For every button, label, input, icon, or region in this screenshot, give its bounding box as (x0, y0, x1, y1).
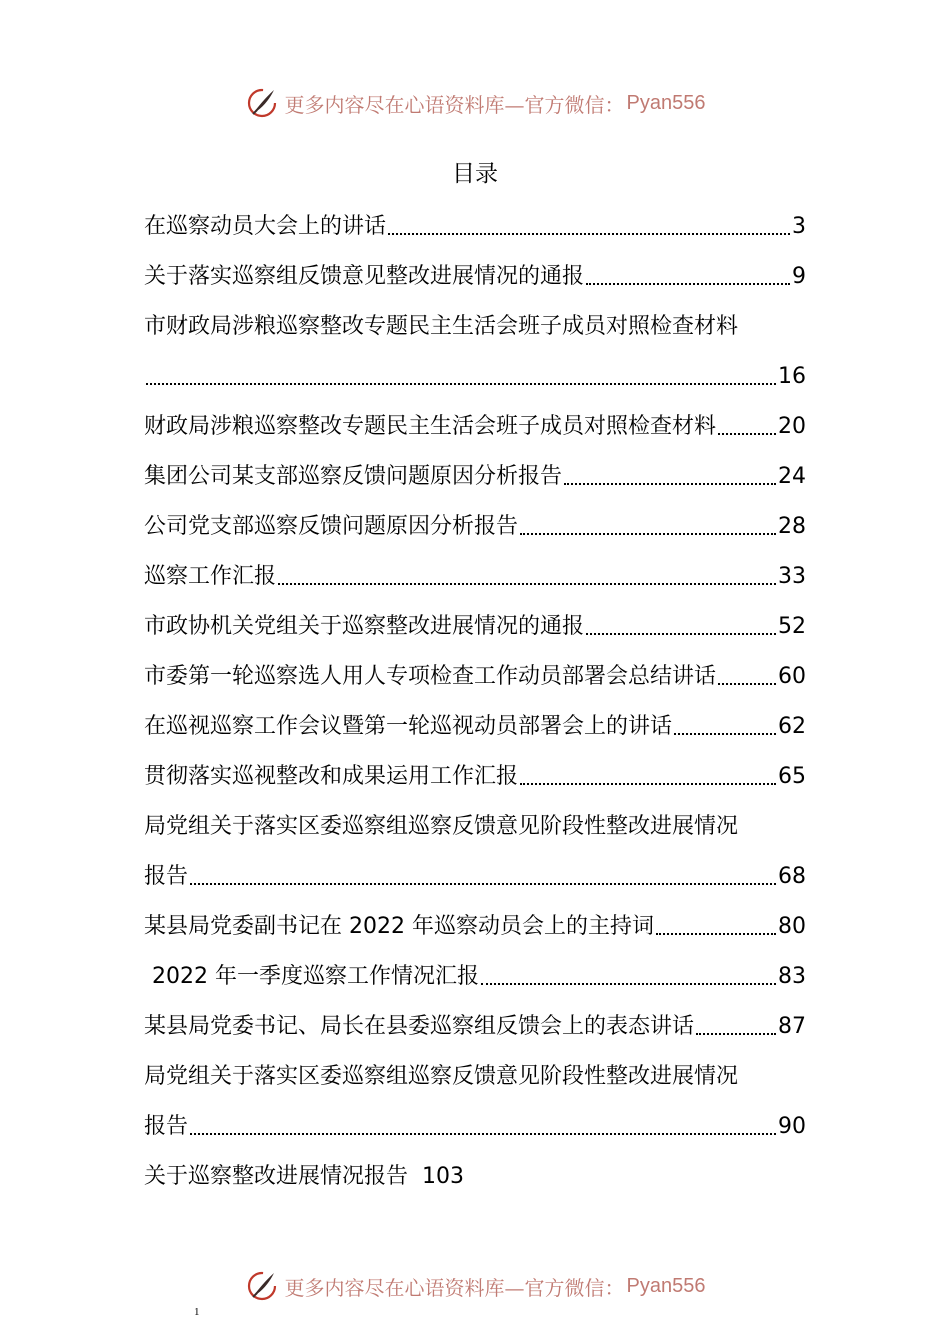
toc-entry-page: 83 (778, 964, 806, 989)
toc-entry[interactable] (144, 450, 806, 500)
toc-leader-dots (586, 633, 776, 635)
toc-entry-page: 24 (778, 464, 806, 489)
toc-leader-dots (520, 783, 776, 785)
toc-entry-title: 某县局党委书记、局长在县委巡察组反馈会上的表态讲话 (144, 1014, 695, 1039)
toc-entry-page: 68 (778, 864, 806, 889)
toc-entry-title: 市委第一轮巡察选人用人专项检查工作动员部署会总结讲话 (144, 664, 717, 689)
toc-entry-page: 9 (792, 264, 806, 289)
toc-entry[interactable] (144, 500, 806, 550)
toc-entry-title: 局党组关于落实区委巡察组巡察反馈意见阶段性整改进展情况 (144, 814, 739, 839)
toc-leader-dots (564, 483, 776, 485)
toc-entry-continuation[interactable] (144, 850, 806, 900)
toc-leader-dots (190, 1133, 776, 1135)
toc-entry-page: 65 (778, 764, 806, 789)
toc-leader-dots (718, 683, 776, 685)
watermark-id: Pyan556 (626, 1274, 706, 1297)
toc-leader-dots (278, 583, 776, 585)
page-number: 1 (194, 1306, 200, 1318)
toc-entry-title: 在巡察动员大会上的讲话 (144, 214, 387, 239)
toc-entry-title: 在巡视巡察工作会议暨第一轮巡视动员部署会上的讲话 (144, 714, 673, 739)
toc-entry-page: 90 (778, 1114, 806, 1139)
toc-entry-title: 贯彻落实巡视整改和成果运用工作汇报 (144, 764, 519, 789)
toc-entry[interactable] (144, 800, 806, 850)
toc-entry-title: 报告 (144, 864, 189, 889)
toc-entry-title: 关于巡察整改进展情况报告 (144, 1164, 409, 1189)
header-watermark (0, 83, 950, 123)
toc-entry-title: 局党组关于落实区委巡察组巡察反馈意见阶段性整改进展情况 (144, 1064, 739, 1089)
toc-entry-page: 103 (422, 1164, 465, 1189)
toc-entry[interactable] (144, 650, 806, 700)
toc-entry-title: 市政协机关党组关于巡察整改进展情况的通报 (144, 614, 585, 639)
toc-entry-page: 52 (778, 614, 806, 639)
toc-entry[interactable] (144, 600, 806, 650)
toc-entry-title: 公司党支部巡察反馈问题原因分析报告 (144, 514, 519, 539)
toc-entry-title: 2022 年一季度巡察工作情况汇报 (152, 964, 479, 989)
toc-entry-page: 28 (778, 514, 806, 539)
toc-leader-dots (146, 383, 776, 385)
toc-entry[interactable] (144, 1150, 806, 1200)
toc-leader-dots (718, 433, 776, 435)
watermark-text: 更多内容尽在心语资料库—官方微信： (284, 1275, 625, 1300)
toc-entry[interactable] (144, 700, 806, 750)
toc-entry-title: 关于落实巡察组反馈意见整改进展情况的通报 (144, 264, 585, 289)
toc-entry-page: 16 (778, 364, 806, 389)
toc-leader-dots (696, 1033, 776, 1035)
toc-entry-title: 报告 (144, 1114, 189, 1139)
toc-entry-page: 80 (778, 914, 806, 939)
toc-entry-title: 财政局涉粮巡察整改专题民主生活会班子成员对照检查材料 (144, 414, 717, 439)
toc-leader-dots (481, 983, 776, 985)
toc-entry-page: 87 (778, 1014, 806, 1039)
watermark-id: Pyan556 (626, 91, 706, 114)
toc-leader-dots (674, 733, 776, 735)
toc-entry-continuation[interactable] (144, 1100, 806, 1150)
watermark-text: 更多内容尽在心语资料库—官方微信： (284, 92, 625, 117)
toc-entry-page: 62 (778, 714, 806, 739)
toc-entry-continuation[interactable] (144, 350, 806, 400)
toc-entry[interactable] (144, 1000, 806, 1050)
toc-entry-title: 集团公司某支部巡察反馈问题原因分析报告 (144, 464, 563, 489)
toc-entry-title: 某县局党委副书记在 2022 年巡察动员会上的主持词 (144, 914, 654, 939)
toc-leader-dots (586, 283, 790, 285)
table-of-contents (144, 200, 806, 1200)
toc-entry-title: 市财政局涉粮巡察整改专题民主生活会班子成员对照检查材料 (144, 314, 739, 339)
quill-logo-icon (245, 1269, 279, 1303)
toc-entry-page: 3 (792, 214, 806, 239)
toc-leader-dots (520, 533, 776, 535)
toc-entry-title: 巡察工作汇报 (144, 564, 277, 589)
toc-title: 目录 (452, 161, 498, 187)
quill-logo-icon (245, 86, 279, 120)
footer-watermark (0, 1266, 950, 1306)
toc-entry[interactable] (144, 950, 806, 1000)
toc-entry[interactable] (144, 550, 806, 600)
toc-entry-page: 33 (778, 564, 806, 589)
toc-entry[interactable] (144, 250, 806, 300)
toc-entry[interactable] (144, 900, 806, 950)
toc-leader-dots (388, 233, 790, 235)
toc-entry[interactable] (144, 750, 806, 800)
toc-entry[interactable] (144, 200, 806, 250)
toc-leader-dots (656, 933, 776, 935)
toc-entry[interactable] (144, 300, 806, 350)
toc-entry[interactable] (144, 1050, 806, 1100)
toc-leader-dots (190, 883, 776, 885)
toc-entry-page: 20 (778, 414, 806, 439)
toc-entry[interactable] (144, 400, 806, 450)
toc-entry-page: 60 (778, 664, 806, 689)
